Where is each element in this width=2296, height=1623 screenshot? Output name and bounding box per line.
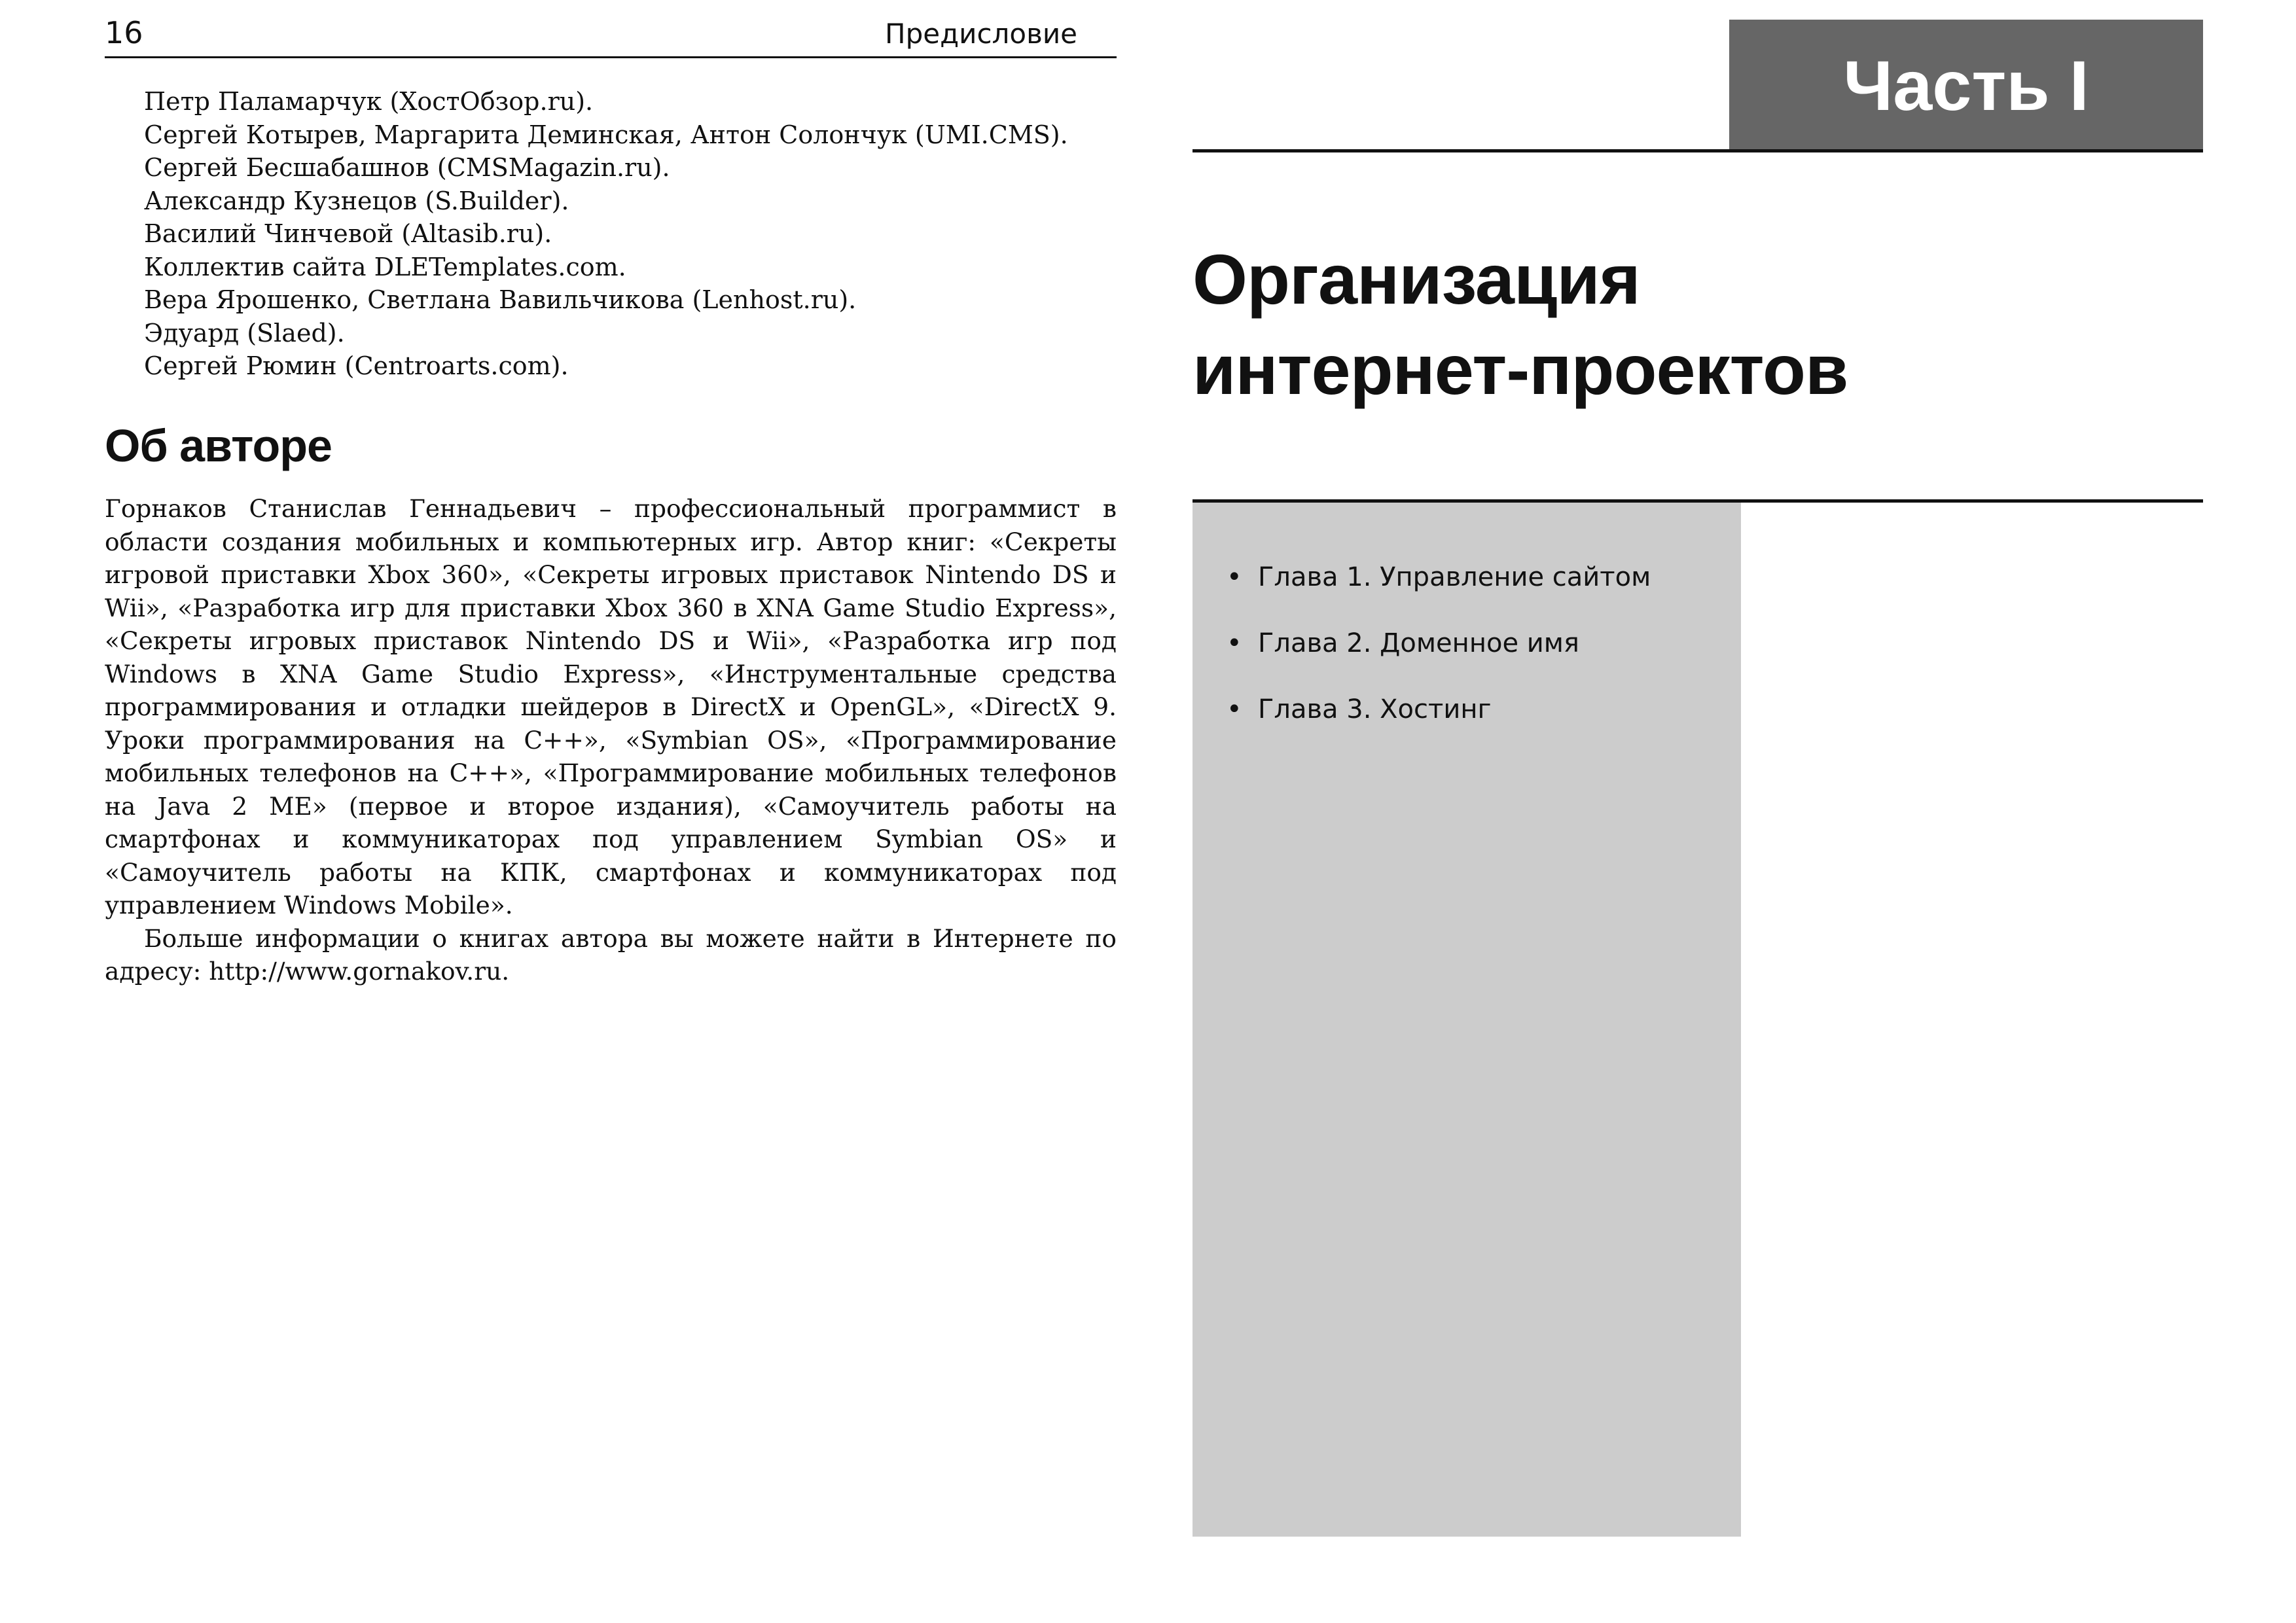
acknowledgement-item: Сергей Бесшабашнов (CMSMagazin.ru). <box>144 153 670 182</box>
chapter-title: Глава 3. Хостинг <box>1258 694 1492 724</box>
about-author-heading: Об авторе <box>105 420 332 471</box>
chapter-item <box>1227 611 1651 677</box>
acknowledgement-item: Петр Паламарчук (ХостОбзор.ru). <box>144 87 594 116</box>
chapter-item <box>1227 544 1651 611</box>
chapter-title: Глава 1. Управление сайтом <box>1258 562 1651 592</box>
acknowledgements-list <box>144 85 1113 383</box>
acknowledgement-item: Сергей Рюмин (Centroarts.com). <box>144 351 569 380</box>
acknowledgement-item: Эдуард (Slaed). <box>144 318 345 348</box>
part-title-line: интернет-проектов <box>1193 330 1848 409</box>
acknowledgement-item: Вера Ярошенко, Светлана Вавильчикова (Lenhost.ru). <box>144 285 857 314</box>
top-rule <box>1193 149 2203 152</box>
part-title-line: Организация <box>1193 240 1640 319</box>
chapter-panel <box>1193 503 1741 1537</box>
acknowledgement-item: Василий Чинчевой (Altasib.ru). <box>144 219 552 248</box>
left-page <box>105 0 1117 1623</box>
bullet-icon: • <box>1227 628 1242 658</box>
acknowledgement-item: Коллектив сайта DLETemplates.com. <box>144 252 626 281</box>
right-page <box>1193 0 2203 1623</box>
about-paragraph: Горнаков Станислав Геннадьевич – профессиональный программист в области создания мобильных и компьютерных игр. Автор книг: «Секреты игровой приставки Xbox 360», «Секреты игровых приставок Nintendo DS и Wii», «Разработка игр для приставки Xbox 360 в XNA Game Studio Express», «Секреты игровых приставок Nintendo DS и Wii», «Разработка игр под Windows в XNA Game Studio Express», «Инструментальные средства программирования и отладки шейдеров в DirectX и OpenGL», «DirectX 9. Уроки программирования на С++», «Symbian OS», «Программирование мобильных телефонов на С++», «Программирование мобильных телефонов на Java 2 ME» (первое и второе издания), «Самоучитель работы на смартфонах и коммуникаторах под управлением Symbian OS» и «Самоучитель работы на КПК, смартфонах и коммуникаторах под управлением Windows Mobile». <box>105 494 1117 919</box>
running-header <box>105 13 1117 58</box>
chapter-item <box>1227 677 1651 743</box>
bullet-icon: • <box>1227 694 1242 724</box>
page-number: 16 <box>105 15 143 50</box>
section-title: Предисловие <box>885 18 1077 50</box>
bullet-icon: • <box>1227 562 1242 592</box>
part-label-box <box>1729 20 2203 152</box>
acknowledgement-item: Сергей Котырев, Маргарита Деминская, Антон Солончук (UMI.CMS). <box>144 120 1068 149</box>
chapter-title: Глава 2. Доменное имя <box>1258 628 1579 658</box>
part-title <box>1193 234 1848 415</box>
part-label: Часть I <box>1843 46 2089 125</box>
about-author-body <box>105 492 1117 988</box>
chapter-list <box>1227 544 1651 743</box>
acknowledgement-item: Александр Кузнецов (S.Builder). <box>144 186 569 215</box>
about-paragraph: Больше информации о книгах автора вы можете найти в Интернете по адресу: http://www.gornakov.ru. <box>105 923 1117 986</box>
